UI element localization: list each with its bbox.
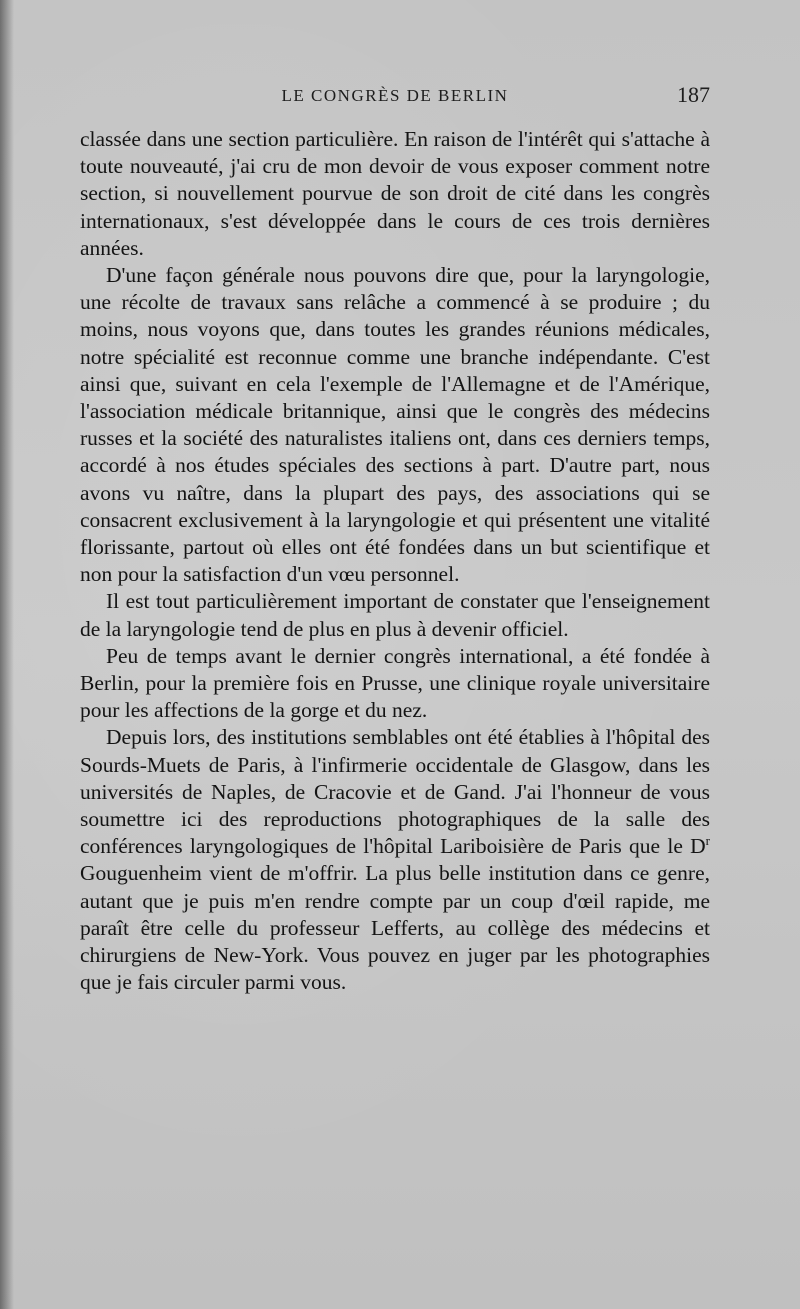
page-edge-shadow [0, 0, 14, 1309]
doctor-abbreviation-superscript: r [705, 833, 710, 849]
paragraph-3: Il est tout particulièrement important de constater que l'enseignement de la laryngologie tend de plus en plus à devenir officiel. [80, 589, 710, 641]
running-title: LE CONGRÈS DE BERLIN [281, 86, 509, 105]
paragraph-5-text-after: Gouguenheim vient de m'offrir. La plus belle institution dans ce genre, autant que je puis m'en rendre compte par un coup d'œil rapide, me paraît être celle du professeur Lefferts, au collège des médecins et chirurgiens de New-York. Vous pouvez en juger par les photographies que je fais circuler parmi vous. [80, 861, 710, 995]
paragraph-5 [80, 724, 710, 996]
page-number: 187 [677, 82, 710, 107]
paragraph-4: Peu de temps avant le dernier congrès international, a été fondée à Berlin, pour la première fois en Prusse, une clinique royale universitaire pour les affections de la gorge et du nez. [80, 643, 710, 723]
running-header [80, 82, 710, 116]
paragraph-2: D'une façon générale nous pouvons dire que, pour la laryngologie, une récolte de travaux sans relâche a commencé à se produire ; du moins, nous voyons que, dans toutes les grandes réunions médicales, notre spécialité est reconnue comme une branche indépendante. C'est ainsi que, suivant en cela l'exemple de l'Allemagne et de l'Amérique, l'association médicale britannique, ainsi que le congrès des médecins russes et la société des naturalistes italiens ont, dans ces derniers temps, accordé à nos études spéciales des sections à part. D'autre part, nous avons vu naître, dans la plupart des pays, des associations qui se consacrent exclusivement à la laryngologie et qui présentent une vitalité florissante, partout où elles ont été fondées dans un but scientifique et non pour la satisfaction d'un vœu personnel. [80, 263, 710, 587]
paragraph-1: classée dans une section particulière. En raison de l'intérêt qui s'attache à toute nouveauté, j'ai cru de mon devoir de vous exposer comment notre section, si nouvellement pourvue de son droit de cité dans les congrès internationaux, s'est développée dans le cours de ces trois dernières années. [80, 127, 710, 260]
paragraph-5-text-before: Depuis lors, des institutions semblables ont été établies à l'hôpital des Sourds-Muets de Paris, à l'infirmerie occidentale de Glasgow, dans les universités de Naples, de Cracovie et de Gand. J'ai l'honneur de vous soumettre ici des reproductions photographiques de la salle des conférences laryngologiques de l'hôpital Lariboisière de Paris que le D [80, 725, 710, 859]
body-text [80, 126, 710, 997]
